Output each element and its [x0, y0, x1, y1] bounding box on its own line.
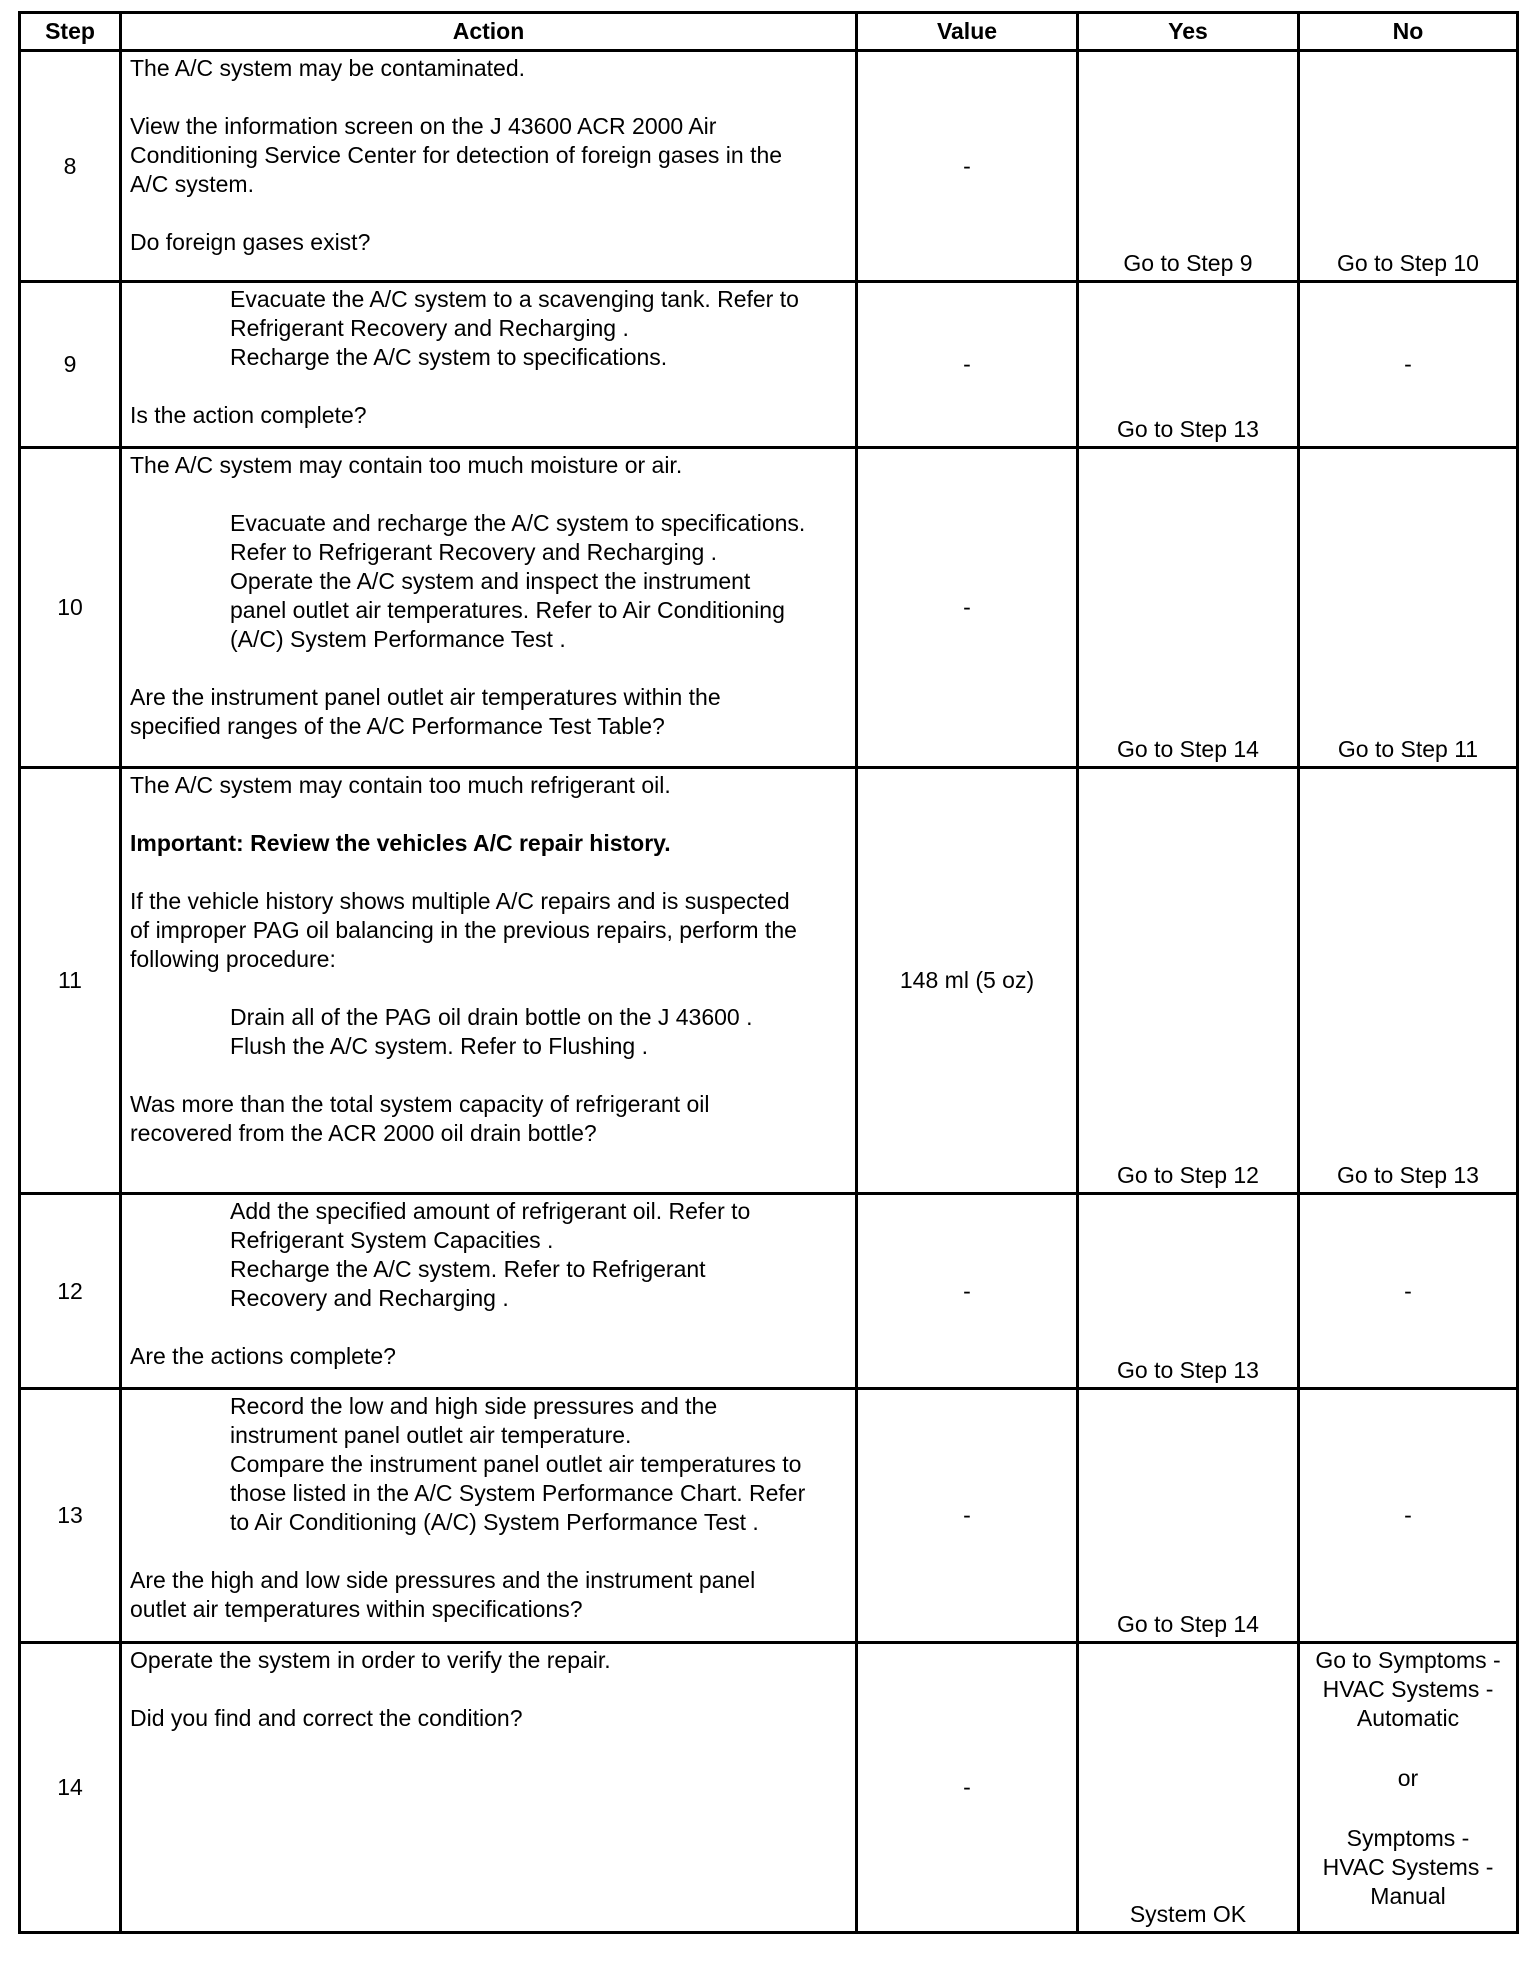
value-cell: 148 ml (5 oz) [857, 768, 1078, 1194]
value-cell: - [857, 1194, 1078, 1389]
yes-link[interactable]: Go to Step 12 [1117, 1162, 1259, 1188]
action-cell [121, 768, 857, 1194]
no-text: Go to Symptoms - [1315, 1647, 1501, 1673]
question-text: Was more than the total system capacity of refrigerant oil [130, 1091, 710, 1117]
question-text: Are the high and low side pressures and the instrument panel [130, 1567, 756, 1593]
yes-link[interactable]: Go to Step 13 [1117, 416, 1259, 442]
yes-link[interactable]: Go to Step 9 [1123, 250, 1253, 276]
no-link-automatic[interactable] [1300, 1644, 1516, 1735]
action-text: Operate the system in order to verify the repair. [130, 1647, 611, 1673]
no-link[interactable]: Go to Step 13 [1337, 1162, 1479, 1188]
question-text: outlet air temperatures within specifications? [130, 1596, 583, 1622]
no-text: HVAC Systems - [1322, 1676, 1494, 1702]
no-cell: - [1299, 282, 1518, 448]
step-number: 10 [20, 448, 121, 768]
yes-cell [1078, 1389, 1299, 1643]
action-cell [121, 51, 857, 282]
action-text: following procedure: [130, 946, 336, 972]
table-row [20, 1389, 1518, 1643]
value-cell: - [857, 51, 1078, 282]
action-cell [121, 1389, 857, 1643]
value-cell: - [857, 1643, 1078, 1933]
action-text: instrument panel outlet air temperature. [230, 1422, 632, 1448]
no-link-manual[interactable] [1300, 1822, 1516, 1913]
action-text: Evacuate the A/C system to a scavenging tank. Refer to [230, 286, 799, 312]
action-cell [121, 282, 857, 448]
step-number: 13 [20, 1389, 121, 1643]
action-text: Flush the A/C system. Refer to Flushing . [230, 1033, 648, 1059]
action-text: Refrigerant System Capacities . [230, 1227, 554, 1253]
header-row [20, 13, 1518, 51]
action-text: Recharge the A/C system. Refer to Refrigerant [230, 1256, 706, 1282]
important-note: Important: Review the vehicles A/C repair history. [130, 830, 671, 856]
action-text: of improper PAG oil balancing in the previous repairs, perform the [130, 917, 797, 943]
action-cell [121, 1194, 857, 1389]
step-number: 11 [20, 768, 121, 1194]
no-text: Automatic [1356, 1705, 1460, 1731]
action-text: A/C system. [130, 171, 254, 197]
no-cell [1299, 768, 1518, 1194]
yes-cell [1078, 1643, 1299, 1933]
yes-link[interactable]: Go to Step 13 [1117, 1357, 1259, 1383]
value-cell: - [857, 448, 1078, 768]
action-text: Drain all of the PAG oil drain bottle on the J 43600 . [230, 1004, 753, 1030]
no-cell [1299, 1643, 1518, 1933]
question-text: Do foreign gases exist? [130, 229, 371, 255]
action-text: If the vehicle history shows multiple A/C repairs and is suspected [130, 888, 790, 914]
step-number: 14 [20, 1643, 121, 1933]
step-number: 9 [20, 282, 121, 448]
step-number: 12 [20, 1194, 121, 1389]
action-text: Recharge the A/C system to specifications. [230, 344, 668, 370]
yes-cell [1078, 51, 1299, 282]
no-cell [1299, 51, 1518, 282]
diagnostic-table [18, 11, 1519, 1934]
action-text: The A/C system may be contaminated. [130, 55, 526, 81]
action-text: Record the low and high side pressures and the [230, 1393, 718, 1419]
action-text: Refrigerant Recovery and Recharging . [230, 315, 629, 341]
no-cell: - [1299, 1389, 1518, 1643]
step-number: 8 [20, 51, 121, 282]
action-text: Conditioning Service Center for detection of foreign gases in the [130, 142, 783, 168]
yes-cell [1078, 448, 1299, 768]
no-text: HVAC Systems - [1322, 1854, 1494, 1880]
yes-link[interactable]: Go to Step 14 [1117, 1611, 1259, 1637]
table-row [20, 768, 1518, 1194]
no-text: Symptoms - [1346, 1825, 1470, 1851]
action-text: The A/C system may contain too much moisture or air. [130, 452, 683, 478]
table-row [20, 282, 1518, 448]
header-no: No [1299, 13, 1518, 51]
action-text: Refer to Refrigerant Recovery and Recharging . [230, 539, 718, 565]
no-link[interactable]: Go to Step 10 [1337, 250, 1479, 276]
action-text: Compare the instrument panel outlet air temperatures to [230, 1451, 802, 1477]
question-text: Is the action complete? [130, 402, 367, 428]
no-link[interactable]: Go to Step 11 [1337, 736, 1479, 762]
no-text: Manual [1370, 1883, 1446, 1909]
header-action: Action [121, 13, 857, 51]
action-text: Add the specified amount of refrigerant oil. Refer to [230, 1198, 751, 1224]
action-text: those listed in the A/C System Performance Chart. Refer [230, 1480, 806, 1506]
action-text: Evacuate and recharge the A/C system to specifications. [230, 510, 806, 536]
yes-link[interactable]: Go to Step 14 [1117, 736, 1259, 762]
no-cell [1299, 448, 1518, 768]
yes-cell [1078, 1194, 1299, 1389]
action-text: (A/C) System Performance Test . [230, 626, 566, 652]
action-cell [121, 1643, 857, 1933]
yes-link[interactable]: System OK [1129, 1901, 1247, 1927]
table-row [20, 1194, 1518, 1389]
question-text: Are the instrument panel outlet air temperatures within the [130, 684, 721, 710]
table-row [20, 1643, 1518, 1933]
action-text: Recovery and Recharging . [230, 1285, 509, 1311]
yes-cell [1078, 282, 1299, 448]
header-yes: Yes [1078, 13, 1299, 51]
action-text: The A/C system may contain too much refrigerant oil. [130, 772, 671, 798]
table-row [20, 448, 1518, 768]
yes-cell [1078, 768, 1299, 1194]
action-text: Operate the A/C system and inspect the instrument [230, 568, 751, 594]
question-text: Are the actions complete? [130, 1343, 396, 1369]
value-cell: - [857, 1389, 1078, 1643]
no-or-text: or [1397, 1765, 1419, 1791]
action-text: panel outlet air temperatures. Refer to Air Conditioning [230, 597, 785, 623]
question-text: specified ranges of the A/C Performance Test Table? [130, 713, 665, 739]
header-step: Step [20, 13, 121, 51]
action-text: View the information screen on the J 43600 ACR 2000 Air [130, 113, 717, 139]
action-cell [121, 448, 857, 768]
action-text: to Air Conditioning (A/C) System Performance Test . [230, 1509, 759, 1535]
question-text: Did you find and correct the condition? [130, 1705, 523, 1731]
table-row [20, 51, 1518, 282]
question-text: recovered from the ACR 2000 oil drain bottle? [130, 1120, 597, 1146]
header-value: Value [857, 13, 1078, 51]
no-cell: - [1299, 1194, 1518, 1389]
value-cell: - [857, 282, 1078, 448]
